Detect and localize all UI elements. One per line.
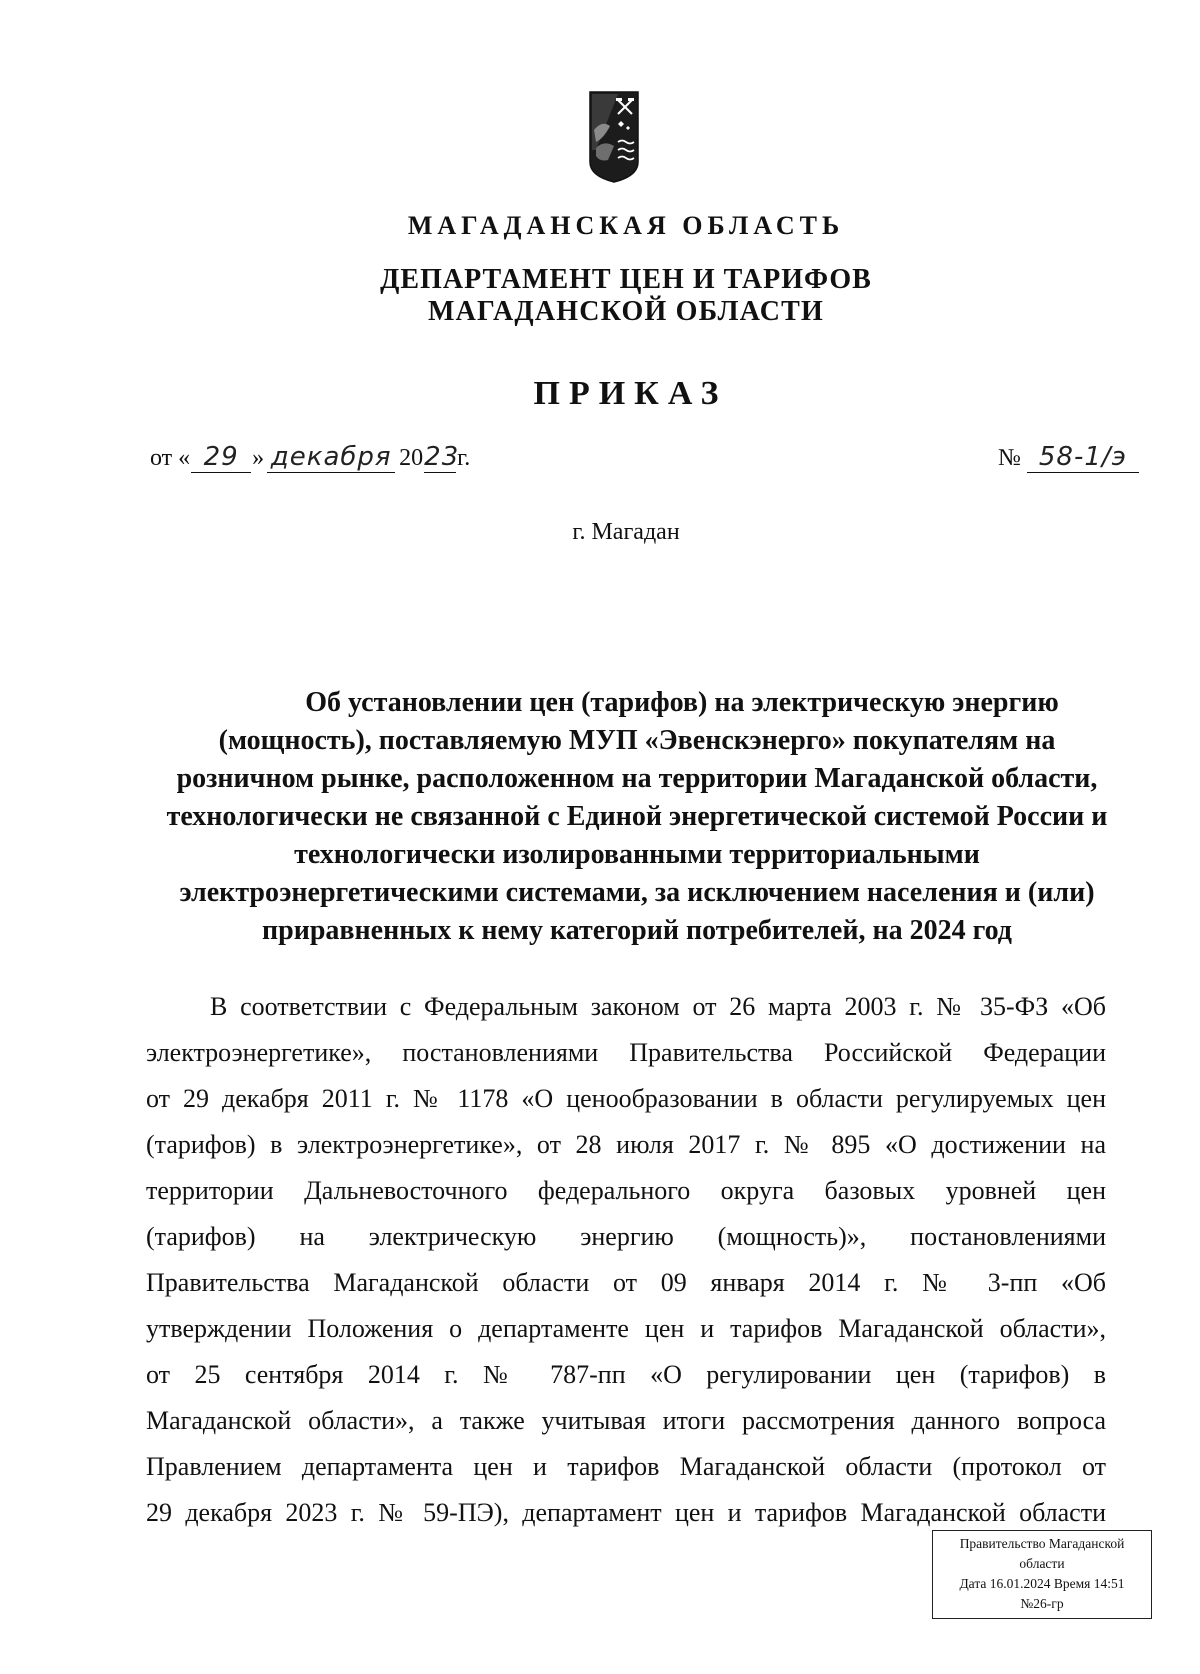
stamp-line-datetime: Дата 16.01.2024 Время 14:51	[959, 1576, 1125, 1591]
number-value-handwritten: 58-1/э	[1027, 442, 1139, 473]
department-heading-line1: ДЕПАРТАМЕНТ ЦЕН И ТАРИФОВ	[380, 264, 872, 295]
registration-stamp	[932, 1530, 1152, 1619]
body-line: 29 декабря 2023 г. № 59-ПЭ), департамент цен и тарифов Магаданской области	[146, 1498, 1106, 1527]
title-line: электроэнергетическими системами, за исключением населения и (или)	[179, 877, 1095, 908]
date-year-handwritten: 23	[424, 442, 460, 472]
body-line: утверждении Положения о департаменте цен и тарифов Магаданской области»,	[146, 1314, 1106, 1343]
body-paragraph	[146, 984, 1106, 1536]
coat-of-arms-icon	[588, 90, 640, 184]
date-quote-close: »	[252, 445, 265, 471]
body-line: Правлением департамента цен и тарифов Магаданской области (протокол от	[146, 1452, 1106, 1481]
body-line: Магаданской области», а также учитывая итоги рассмотрения данного вопроса	[146, 1406, 1106, 1435]
place-of-issue: г. Магадан	[572, 519, 680, 545]
title-line: технологически изолированными территориальными	[294, 839, 980, 870]
number-label: №	[998, 445, 1021, 471]
body-line: от 29 декабря 2011 г. № 1178 «О ценообразовании в области регулируемых цен	[146, 1084, 1106, 1113]
body-line: Правительства Магаданской области от 09 января 2014 г. № 3-пп «Об	[146, 1268, 1106, 1297]
title-line: приравненных к нему категорий потребителей, на 2024 год	[262, 915, 1012, 946]
document-type-heading: ПРИКАЗ	[533, 375, 728, 412]
stamp-line-authority-cont: области	[1019, 1556, 1065, 1571]
date-prefix: от «	[150, 445, 191, 471]
body-line: (тарифов) на электрическую энергию (мощность)», постановлениями	[146, 1222, 1106, 1251]
department-heading-line2: МАГАДАНСКОЙ ОБЛАСТИ	[427, 296, 825, 327]
title-line: технологически не связанной с Единой энергетической системой России и	[166, 801, 1108, 832]
region-heading: МАГАДАНСКАЯ ОБЛАСТЬ	[407, 211, 845, 240]
stamp-line-number: №26-гр	[1020, 1596, 1064, 1611]
title-line: (мощность), поставляемую МУП «Эвенскэнерго» покупателям на	[218, 725, 1056, 756]
body-line: территории Дальневосточного федерального округа базовых уровней цен	[146, 1176, 1106, 1205]
body-line: электроэнергетике», постановлениями Правительства Российской Федерации	[146, 1038, 1106, 1067]
title-line: Об установлении цен (тарифов) на электрическую энергию	[305, 687, 1059, 718]
title-line: розничном рынке, расположенном на территории Магаданской области,	[176, 763, 1098, 794]
stamp-line-authority: Правительство Магаданской	[959, 1536, 1125, 1551]
body-line: от 25 сентября 2014 г. № 787-пп «О регулировании цен (тарифов) в	[146, 1360, 1106, 1389]
date-year-prefix: 20	[399, 445, 424, 471]
order-date	[150, 438, 470, 478]
body-line: В соответствии с Федеральным законом от 26 марта 2003 г. № 35-ФЗ «Об	[210, 992, 1106, 1021]
body-line: (тарифов) в электроэнергетике», от 28 июля 2017 г. № 895 «О достижении на	[146, 1130, 1106, 1159]
order-number	[998, 438, 1139, 478]
date-year-unit: г.	[457, 445, 471, 471]
order-title	[80, 684, 1194, 950]
date-day-handwritten: 29	[191, 442, 251, 473]
date-month-handwritten: декабря	[267, 442, 395, 473]
